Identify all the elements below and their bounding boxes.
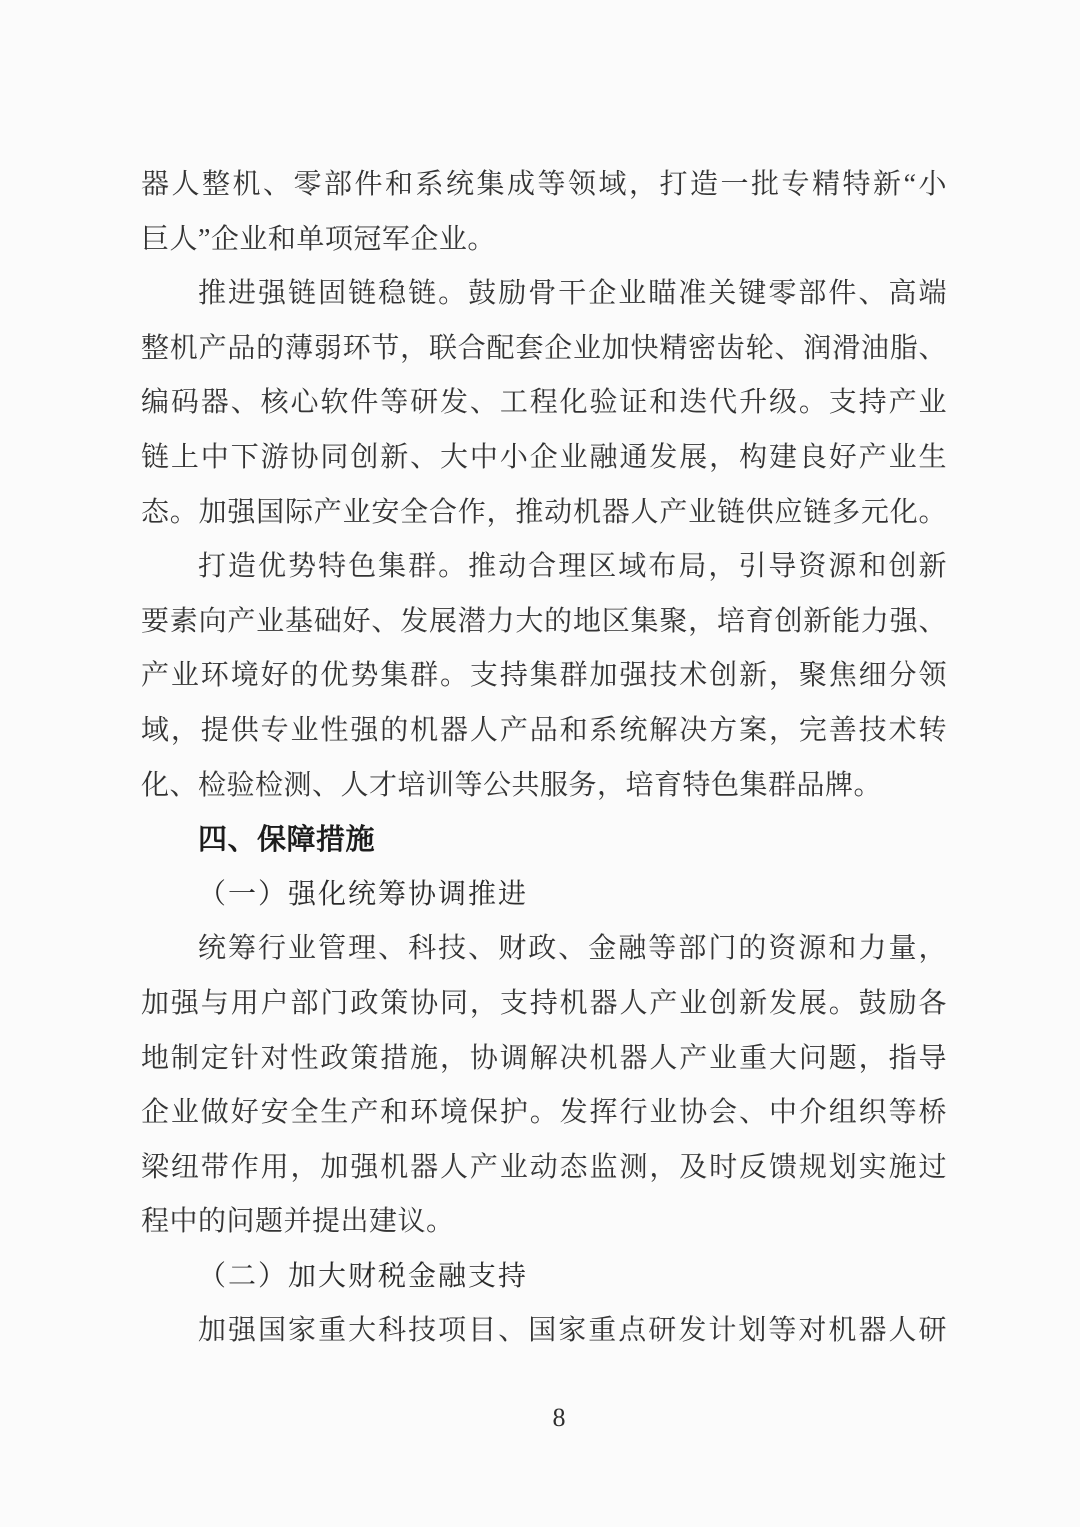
text-line: 加强国家重大科技项目、国家重点研发计划等对机器人研	[198, 1315, 947, 1347]
text-line: 编码器、核心软件等研发、工程化验证和迭代升级。支持产业	[141, 387, 947, 419]
text-line: 巨人”企业和单项冠军企业。	[141, 223, 496, 255]
text-line: 程中的问题并提出建议。	[141, 1206, 455, 1238]
text-line: 化、检验检测、人才培训等公共服务，培育特色集群品牌。	[141, 769, 883, 801]
text-line: 加强与用户部门政策协同，支持机器人产业创新发展。鼓励各	[141, 987, 947, 1019]
text-line: 打造优势特色集群。推动合理区域布局，引导资源和创新	[198, 551, 947, 583]
text-line: 要素向产业基础好、发展潜力大的地区集聚，培育创新能力强、	[141, 605, 947, 637]
sub-heading: （二）加大财税金融支持	[198, 1260, 529, 1292]
text-line: 统筹行业管理、科技、财政、金融等部门的资源和力量，	[198, 933, 947, 965]
text-line: 企业做好安全生产和环境保护。发挥行业协会、中介组织等桥	[141, 1097, 947, 1129]
section-heading: 四、保障措施	[198, 824, 376, 857]
text-line: 器人整机、零部件和系统集成等领域，打造一批专精特新“小	[141, 169, 947, 200]
sub-heading: （一）强化统筹协调推进	[198, 878, 529, 910]
text-line: 态。加强国际产业安全合作，推动机器人产业链供应链多元化。	[141, 496, 947, 528]
text-line: 推进强链固链稳链。鼓励骨干企业瞄准关键零部件、高端	[198, 278, 947, 310]
text-line: 链上中下游协同创新、大中小企业融通发展，构建良好产业生	[141, 441, 947, 473]
text-block	[141, 158, 947, 1359]
text-line: 整机产品的薄弱环节，联合配套企业加快精密齿轮、润滑油脂、	[141, 332, 947, 364]
text-line: 梁纽带作用，加强机器人产业动态监测，及时反馈规划实施过	[141, 1151, 947, 1183]
text-line: 产业环境好的优势集群。支持集群加强技术创新，聚焦细分领	[141, 660, 947, 692]
page-number: 8	[552, 1403, 566, 1432]
text-line: 域，提供专业性强的机器人产品和系统解决方案，完善技术转	[141, 714, 947, 746]
text-line: 地制定针对性政策措施，协调解决机器人产业重大问题，指导	[141, 1042, 947, 1074]
